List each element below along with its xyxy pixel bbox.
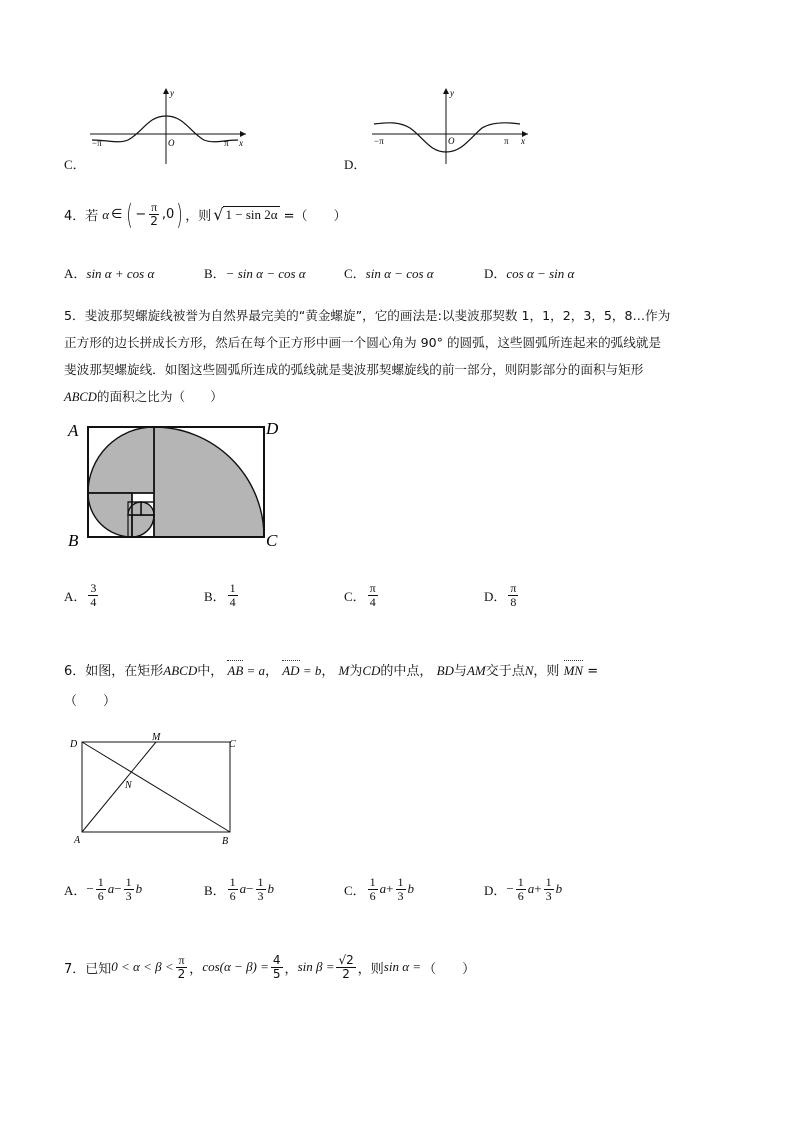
q5-option-b[interactable]: B． $\frac{1}{4}$: [204, 581, 236, 609]
q4-zero: ,0: [161, 207, 175, 222]
q6-options: [64, 876, 624, 902]
q4-prefix: 4．若: [64, 209, 99, 224]
sqrt-sign: √: [213, 205, 224, 224]
q4-option-d[interactable]: D．cos α − sin α: [484, 266, 575, 281]
q4-blank: =（ ）: [283, 209, 347, 224]
y-arrow: [163, 88, 169, 94]
q6-option-b[interactable]: B． $\frac{1}{6}$ a − $\frac{1}{3}$ b: [204, 875, 275, 903]
svg-text:A: A: [74, 835, 81, 846]
y-label: y: [450, 88, 454, 98]
question-6-stem: 6．如图，在矩形ABCD中， AB = a， AD = b， M为CD的中点， BD与AM交于点N，则 MN =: [64, 663, 599, 679]
q6-option-d[interactable]: D． − $\frac{1}{6}$ a + $\frac{1}{3}$ b: [484, 875, 563, 903]
curve: [374, 123, 520, 152]
q4-radicand: 1 − sin 2α: [225, 207, 278, 222]
q4-in: ∈: [111, 207, 123, 222]
cosine-graph-c: [88, 86, 248, 166]
curve: [92, 116, 238, 142]
q6-blank: （ ）: [64, 694, 117, 709]
q6-option-c[interactable]: C． $\frac{1}{6}$ a + $\frac{1}{3}$ b: [344, 875, 415, 903]
rectangle-figure: [64, 730, 244, 850]
x-label: x: [521, 136, 525, 146]
label-b: B: [68, 531, 79, 550]
svg-text:B: B: [222, 836, 229, 847]
q4-alpha: α: [102, 206, 110, 222]
q4-option-a[interactable]: A．sin α + cos α: [64, 266, 155, 281]
label-d: D: [266, 419, 279, 438]
q6-option-a[interactable]: A． − $\frac{1}{6}$ a − $\frac{1}{3}$ b: [64, 875, 143, 903]
q4-pi-over-2: $\frac{\pi}{2}$: [150, 200, 158, 228]
neg-pi-label: −π: [92, 138, 102, 148]
x-arrow: [240, 131, 246, 137]
q5-option-c[interactable]: C． $\frac{\pi}{4}$: [344, 581, 376, 609]
option-c-label: C．: [64, 157, 86, 172]
q4-lparen: (: [126, 198, 134, 231]
q5-options: [64, 582, 624, 608]
q4-option-c[interactable]: C．sin α − cos α: [344, 266, 434, 281]
q4-then: ，则: [185, 209, 212, 224]
y-label: y: [170, 88, 174, 98]
q5-option-d[interactable]: D． $\frac{\pi}{8}$: [484, 581, 517, 609]
option-d-label: D．: [344, 157, 367, 172]
x-label: x: [239, 138, 243, 148]
question-4-stem: 4．若 α ∈ ( − $\frac{\pi}{2}$ ,0 ) ，则 √ 1 − sin 2α =（ ）: [64, 198, 347, 231]
q4-options: [64, 263, 624, 282]
neg-pi-label: −π: [374, 136, 384, 146]
q4-option-b[interactable]: B．− sin α − cos α: [204, 266, 306, 281]
origin-label: O: [448, 136, 455, 146]
pi-label: π: [224, 138, 229, 148]
fibonacci-spiral-figure: [66, 412, 290, 552]
svg-text:M: M: [152, 732, 161, 743]
label-c: C: [266, 531, 278, 550]
svg-text:N: N: [125, 780, 132, 791]
cosine-graph-d: [370, 86, 530, 166]
question-5-stem: 5．斐波那契螺旋线被誉为自然界最完美的“黄金螺旋”，它的画法是:以斐波那契数 1，1，2，3，5，8…作为 正方形的边长拼成长方形，然后在每个正方形中画一个圆心角为 90° 的圆弧，这些圆弧所连起来的弧线就是 斐波那契螺旋线．如图这些圆弧所连成的弧线就是斐波那契螺旋线的前一部分，则阴影部分的面积与矩形 ABCD的面积之比为（ ）: [64, 308, 671, 404]
label-a: A: [68, 421, 79, 440]
q4-rparen: ): [176, 198, 184, 231]
svg-text:C: C: [229, 739, 236, 750]
y-arrow: [443, 88, 449, 94]
origin-label: O: [168, 138, 175, 148]
q5-option-a[interactable]: A． $\frac{3}{4}$: [64, 581, 97, 609]
question-7-stem: 7．已知 0 < α < β < $\frac{\pi}{2}$ ， cos(α − β) = $\frac{4}{5}$ ， sin β = $\frac{√2}{2}$ ，则 sin α = （ ）: [64, 953, 476, 981]
pi-label: π: [504, 136, 509, 146]
svg-text:D: D: [70, 739, 78, 750]
